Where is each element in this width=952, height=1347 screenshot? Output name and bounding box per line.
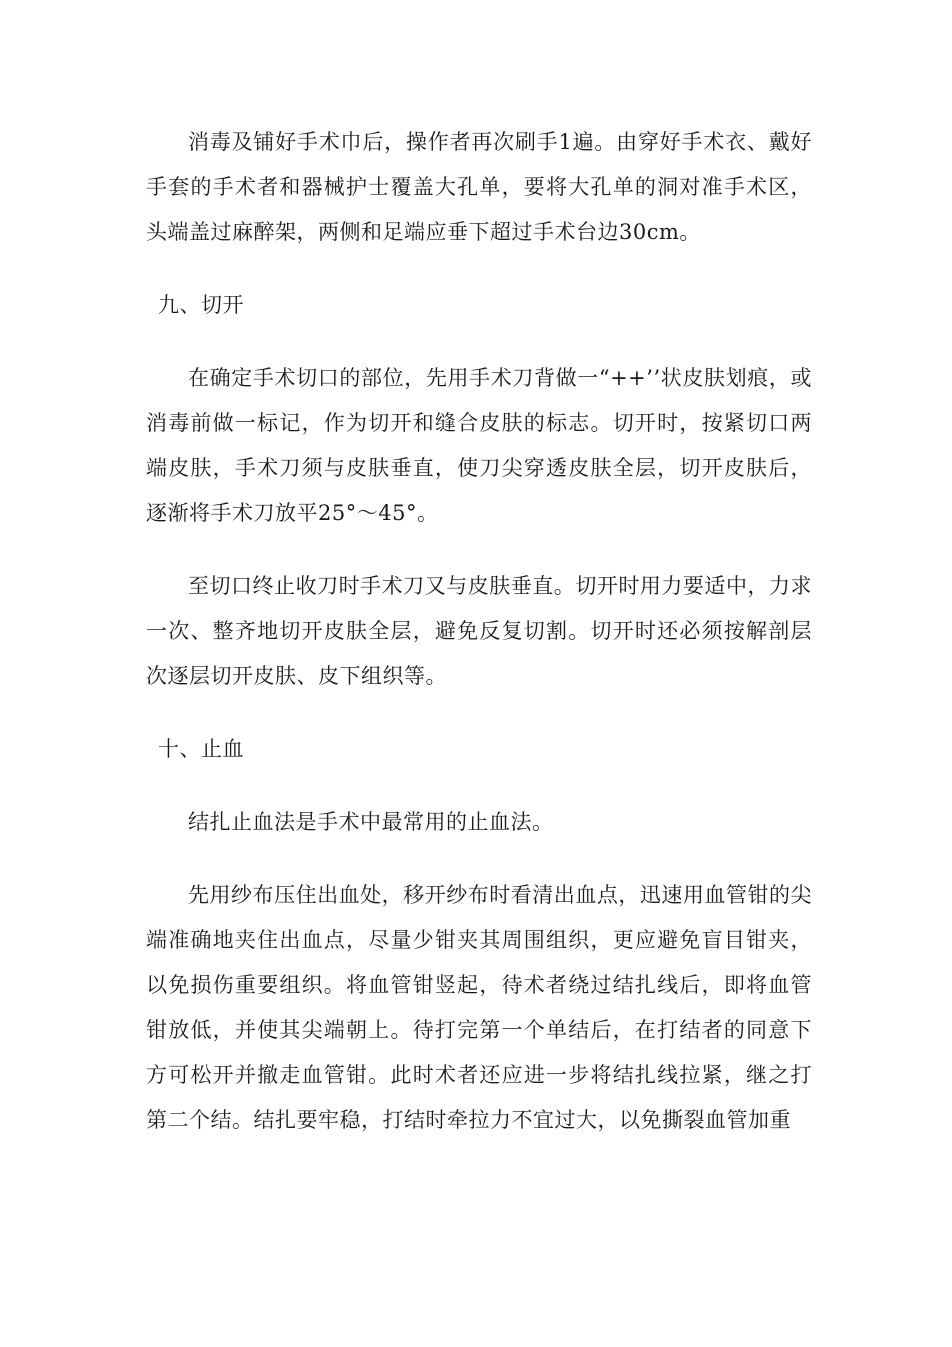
paragraph-draping: 消毒及铺好手术巾后，操作者再次刷手1遍。由穿好手术衣、戴好手套的手术者和器械护士覆盖大孔单，要将大孔单的洞对准手术区，头端盖过麻醉架，两侧和足端应垂下超过手术台边30cm。 [146,130,812,244]
document-body [146,120,812,1143]
paragraph-ligation-steps: 先用纱布压住出血处，移开纱布时看清出血点，迅速用血管钳的尖端准确地夹住出血点，尽量少钳夹其周围组织，更应避免盲目钳夹，以免损伤重要组织。将血管钳竖起，待术者绕过结扎线后，即将血管钳放低，并使其尖端朝上。待打完第一个单结后，在打结者的同意下方可松开并撤走血管钳。此时术者还应进一步将结扎线拉紧，继之打第二个结。结扎要牢稳，打结时牵拉力不宜过大，以免撕裂血管加重 [146,883,812,1132]
paragraph-gap [146,255,812,283]
paragraph-incision-marking: 在确定手术切口的部位，先用手术刀背做一“++’’状皮肤划痕，或消毒前做一标记，作为切开和缝合皮肤的标志。切开时，按紧切口两端皮肤，手术刀须与皮肤垂直，使刀尖穿透皮肤全层，切开皮肤后，逐渐将手术刀放平25°～45°。 [146,366,812,525]
section-heading-incision: 九、切开 [158,293,244,317]
paragraph-ligation-intro: 结扎止血法是手术中最常用的止血法。 [188,810,554,834]
paragraph-gap [146,772,812,800]
paragraph-gap [146,328,812,356]
paragraph-gap [146,536,812,564]
paragraph-gap [146,699,812,727]
paragraph-incision-technique: 至切口终止收刀时手术刀又与皮肤垂直。切开时用力要适中，力求一次、整齐地切开皮肤全层，避免反复切割。切开时还必须按解剖层次逐层切开皮肤、皮下组织等。 [146,574,812,688]
paragraph-gap [146,845,812,873]
section-heading-hemostasis: 十、止血 [158,737,244,761]
